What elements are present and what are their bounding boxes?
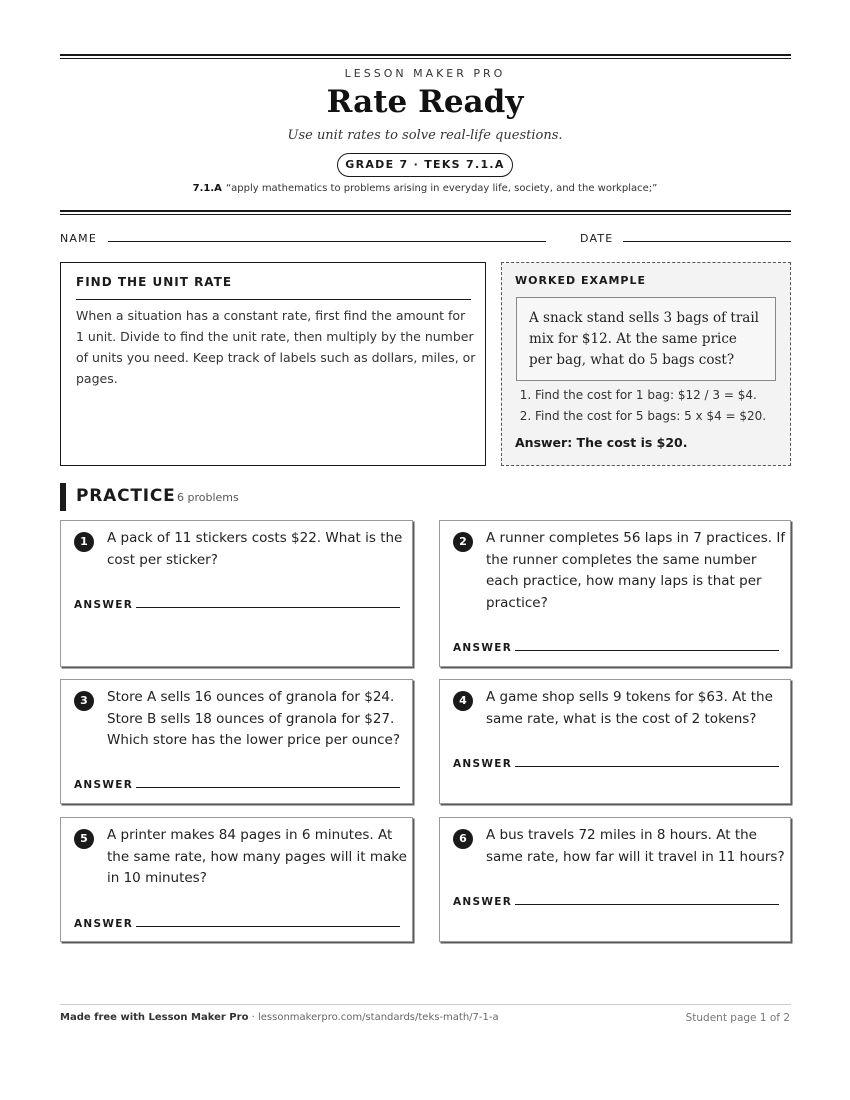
worked-example-problem: A snack stand sells 3 bags of trail mix for $12. At the same price per bag, what do 5 bags cost?	[516, 297, 776, 381]
answer-label: ANSWER	[453, 896, 513, 908]
date-label: DATE	[580, 232, 614, 245]
answer-field[interactable]	[515, 766, 779, 767]
header-bottom-double-rule	[60, 210, 791, 215]
answer-field[interactable]	[515, 904, 779, 905]
practice-count: 6 problems	[177, 491, 239, 504]
answer-field[interactable]	[136, 607, 400, 608]
problem-text: A printer makes 84 pages in 6 minutes. At the same rate, how many pages will it make in 10 minutes?	[107, 827, 407, 886]
answer-field[interactable]	[515, 650, 779, 651]
problem-number-badge: 1	[74, 532, 94, 552]
unit-rate-info-box	[60, 262, 486, 466]
standard-line	[0, 183, 850, 194]
page-title: Rate Ready	[326, 84, 524, 120]
worked-example-box	[501, 262, 791, 466]
practice-heading: PRACTICE	[76, 486, 176, 506]
problem-card-4	[439, 679, 791, 804]
footer-divider	[60, 1004, 791, 1005]
info-box-body: When a situation has a constant rate, first find the amount for 1 unit. Divide to find the unit rate, then multiply by the number of units you need. Keep track of labels such as dollars, miles, or pages.	[76, 308, 476, 386]
footer-made-with: Made free with Lesson Maker Pro	[60, 1012, 249, 1023]
worked-example-steps	[502, 385, 766, 427]
answer-label: ANSWER	[74, 918, 134, 930]
info-box-divider	[76, 299, 471, 300]
problem-card-1	[60, 520, 413, 667]
grade-badge: GRADE 7 · TEKS 7.1.A	[337, 153, 513, 177]
name-field[interactable]	[108, 241, 546, 242]
practice-accent-bar	[60, 483, 66, 511]
answer-label: ANSWER	[453, 642, 513, 654]
worked-example-step: 1. Find the cost for 1 bag: $12 / 3 = $4.	[535, 385, 766, 406]
footer-credit	[60, 1012, 499, 1023]
footer-url[interactable]: · lessonmakerpro.com/standards/teks-math/7-1-a	[248, 1012, 499, 1023]
date-field[interactable]	[623, 241, 791, 242]
problem-text: A bus travels 72 miles in 8 hours. At the same rate, how far will it travel in 11 hours?	[486, 827, 785, 865]
problem-number-badge: 5	[74, 829, 94, 849]
top-double-rule	[60, 54, 791, 59]
problem-card-2	[439, 520, 791, 667]
page-subtitle: Use unit rates to solve real-life questions.	[287, 128, 563, 143]
name-label: NAME	[60, 232, 97, 245]
standard-text: “apply mathematics to problems arising in everyday life, society, and the workplace;”	[225, 183, 658, 194]
worked-example-heading: WORKED EXAMPLE	[515, 274, 646, 287]
info-box-heading: FIND THE UNIT RATE	[76, 275, 233, 289]
problem-number-badge: 2	[453, 532, 473, 552]
problem-text: Store A sells 16 ounces of granola for $24. Store B sells 18 ounces of granola for $27. Which store has the lower price per ounce?	[107, 689, 401, 748]
problem-card-6	[439, 817, 791, 942]
standard-code: 7.1.A	[192, 183, 222, 194]
problem-card-3	[60, 679, 413, 804]
problem-number-badge: 4	[453, 691, 473, 711]
problem-number-badge: 6	[453, 829, 473, 849]
problem-card-5	[60, 817, 413, 942]
worked-example-answer: Answer: The cost is $20.	[515, 435, 688, 450]
brand-name: LESSON MAKER PRO	[344, 67, 506, 80]
answer-label: ANSWER	[453, 758, 513, 770]
footer-page-number: Student page 1 of 2	[685, 1012, 790, 1024]
answer-field[interactable]	[136, 787, 400, 788]
answer-label: ANSWER	[74, 779, 134, 791]
problem-text: A pack of 11 stickers costs $22. What is the cost per sticker?	[107, 530, 403, 568]
worked-example-step: 2. Find the cost for 5 bags: 5 x $4 = $20.	[535, 406, 766, 427]
problem-text: A runner completes 56 laps in 7 practices. If the runner completes the same number each practice, how many laps is that per practice?	[486, 530, 786, 611]
answer-label: ANSWER	[74, 599, 134, 611]
problem-number-badge: 3	[74, 691, 94, 711]
answer-field[interactable]	[136, 926, 400, 927]
problem-text: A game shop sells 9 tokens for $63. At the same rate, what is the cost of 2 tokens?	[486, 689, 773, 727]
